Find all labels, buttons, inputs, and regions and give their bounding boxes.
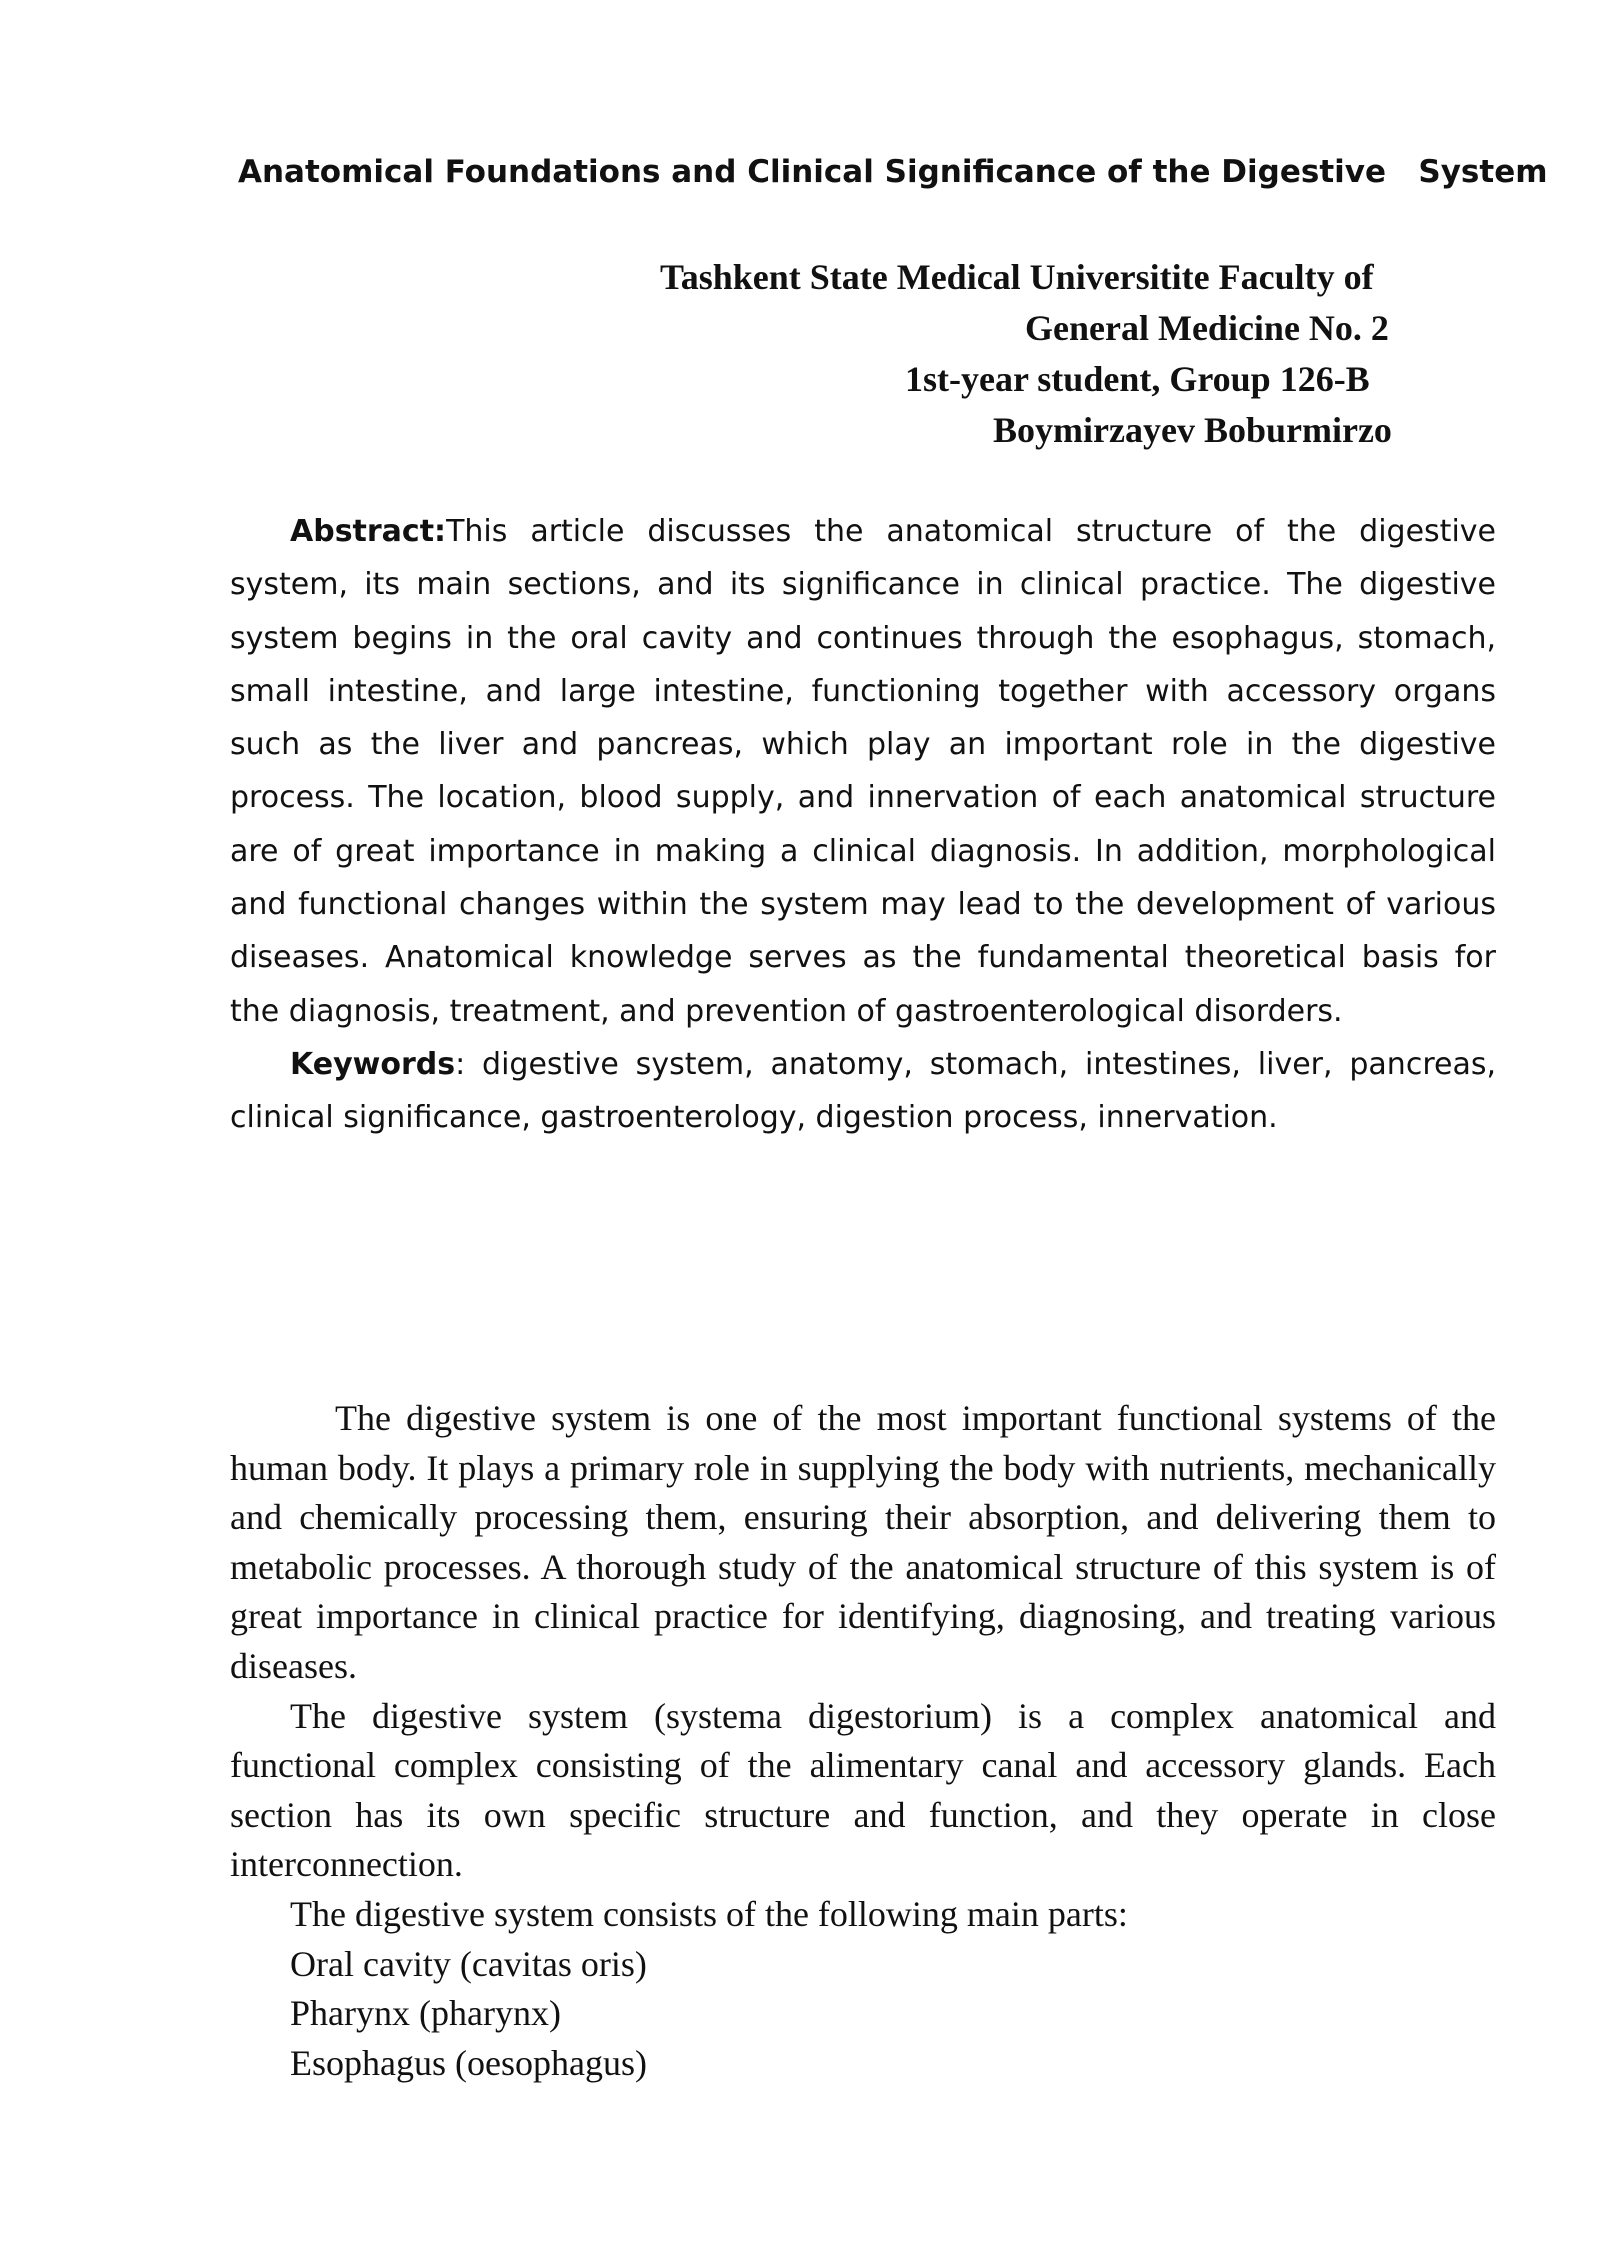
- abstract-label: Abstract:: [290, 514, 447, 549]
- list-item: Oral cavity (cavitas oris): [290, 1943, 647, 1984]
- author-name: Boymirzayev Boburmirzo: [993, 410, 1392, 450]
- author-student-group: 1st-year student, Group 126-B: [905, 359, 1370, 399]
- author-affiliation-university: Tashkent State Medical Universitite Faculty of: [660, 257, 1374, 297]
- body-paragraph-intro: The digestive system is one of the most important functional systems of the human body. It plays a primary role in supplying the body with nutrients, mechanically and chemically processing them, ensuring their absorption, and delivering them to metabolic processes. A thorough study of the anatomical structure of this system is of great importance in clinical practice for identifying, diagnosing, and treating various diseases.: [230, 1398, 1496, 1686]
- keywords-paragraph: [230, 1038, 1496, 1145]
- body-paragraph-definition: The digestive system (systema digestorium) is a complex anatomical and functional complex consisting of the alimentary canal and accessory glands. Each section has its own specific structure and function, and they operate in close interconnection.: [230, 1695, 1496, 1885]
- keywords-label: Keywords: [290, 1046, 456, 1082]
- abstract-text: This article discusses the anatomical structure of the digestive system, its main sections, and its significance in clinical practice. The digestive system begins in the oral cavity and continues through the esophagus, stomach, small intestine, and large intestine, functioning together with accessory organs such as the liver and pancreas, which play an important role in the digestive process. The location, blood supply, and innervation of each anatomical structure are of great importance in making a clinical diagnosis. In addition, morphological and functional changes within the system may lead to the development of various diseases. Anatomical knowledge serves as the fundamental theoretical basis for the diagnosis, treatment, and prevention of gastroenterological disorders.: [230, 514, 1496, 1029]
- body-paragraph-parts-intro: The digestive system consists of the following main parts:: [290, 1893, 1128, 1934]
- author-info: [600, 252, 1416, 456]
- body-section: [230, 1394, 1496, 2088]
- abstract-paragraph: [230, 505, 1496, 1038]
- article-title-main: Anatomical Foundations and Clinical Significance of the Digestive System: [238, 154, 1548, 190]
- list-item: Pharynx (pharynx): [290, 1993, 561, 2034]
- author-affiliation-faculty: General Medicine No. 2: [1025, 308, 1389, 348]
- list-item: Esophagus (oesophagus): [290, 2042, 647, 2083]
- abstract-section: [230, 505, 1496, 1145]
- keywords-text: : digestive system, anatomy, stomach, intestines, liver, pancreas, clinical significance, gastroenterology, digestion process, innervation.: [230, 1046, 1496, 1136]
